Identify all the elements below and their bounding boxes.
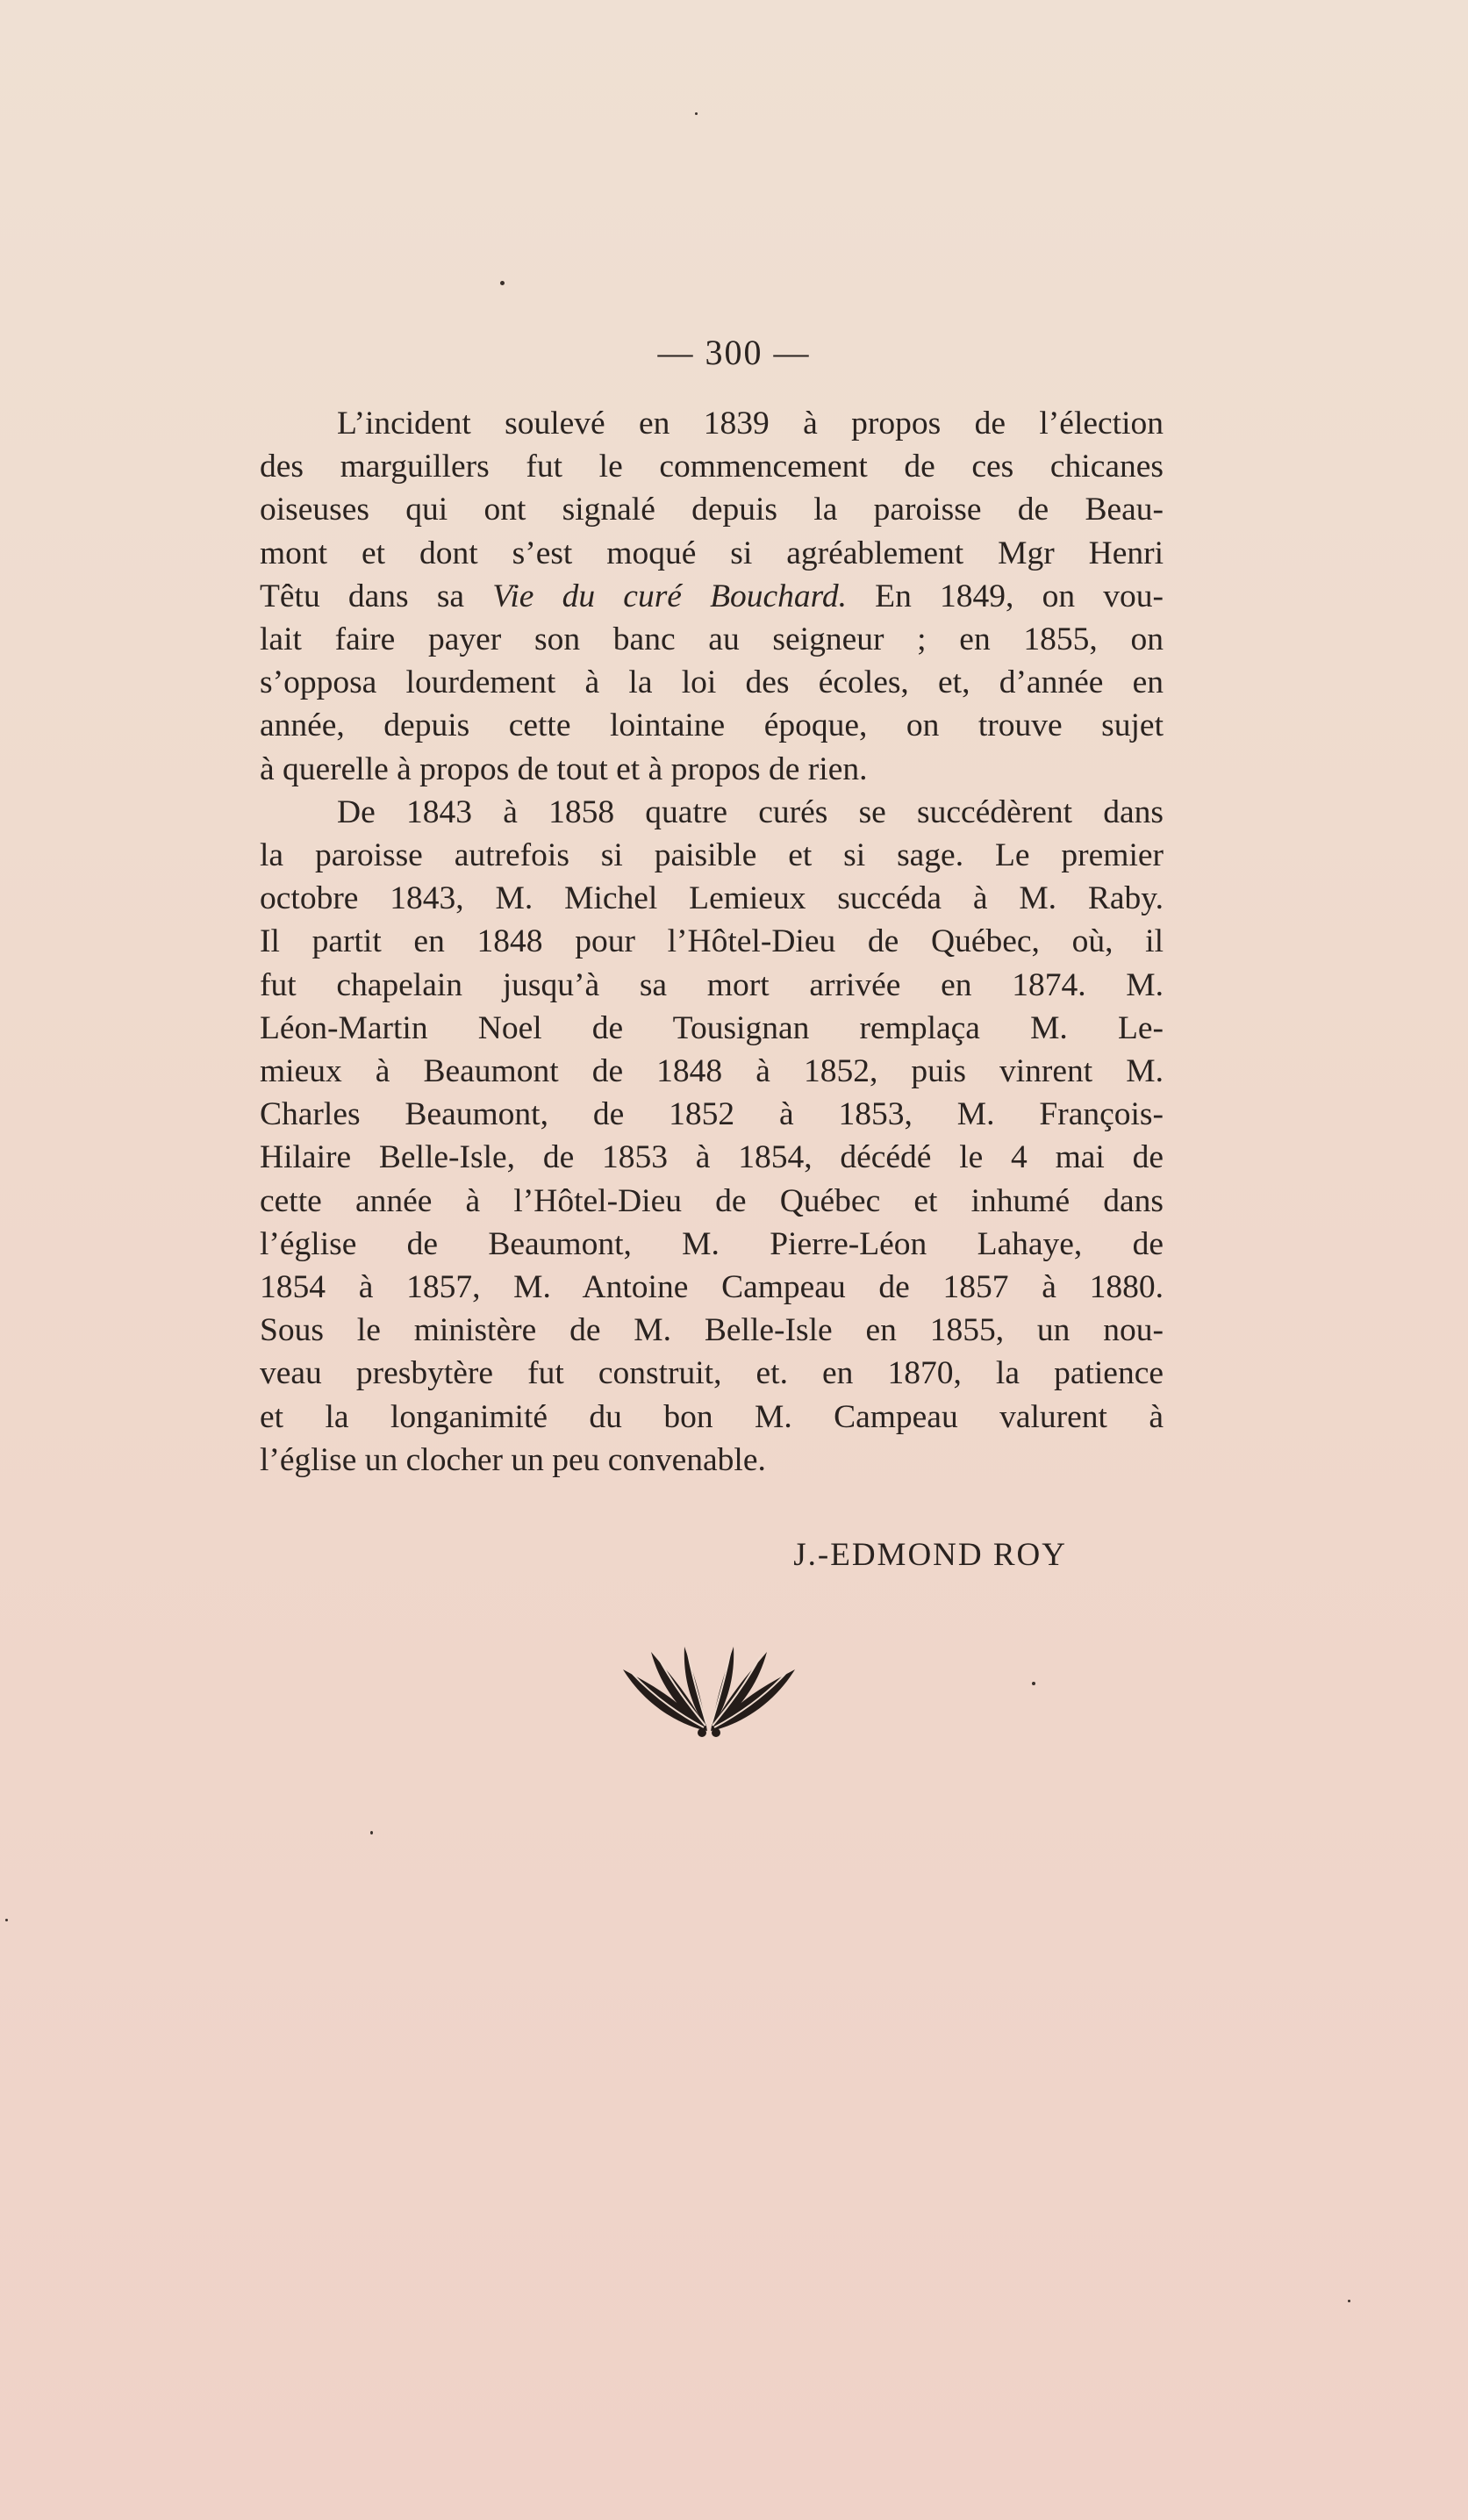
paper-speck: [370, 1831, 373, 1834]
leaf-ornament-icon: [619, 1645, 798, 1738]
page-number: — 300 —: [657, 333, 811, 372]
text-line: oiseuses qui ont signalé depuis la paroisse de Beau-: [260, 492, 1164, 528]
book-title: Vie du curé Bouchard.: [492, 578, 847, 614]
paper-speck: [500, 281, 505, 285]
paper-speck: [1032, 1682, 1035, 1685]
text-line: l’église de Beaumont, M. Pierre-Léon Lahaye, de: [260, 1225, 1164, 1262]
text-line: Il partit en 1848 pour l’Hôtel-Dieu de Québec, où, il: [260, 923, 1164, 960]
text-line: année, depuis cette lointaine époque, on trouve sujet: [260, 707, 1164, 744]
text-line: s’opposa lourdement à la loi des écoles, et, d’année en: [260, 664, 1164, 701]
text-line: Sous le ministère de M. Belle-Isle en 1855, un nou-: [260, 1312, 1164, 1349]
paper-speck: [695, 112, 698, 115]
text-line: et la longanimité du bon M. Campeau valurent à: [260, 1398, 1164, 1435]
text-fragment: Têtu dans sa: [260, 578, 493, 614]
text-line: lait faire payer son banc au seigneur ; en 1855, on: [260, 621, 1164, 658]
text-line: fut chapelain jusqu’à sa mort arrivée en 1874. M.: [260, 966, 1164, 1003]
paragraph-2: [260, 791, 1164, 1482]
text-line: la paroisse autrefois si paisible et si sage. Le premier: [260, 837, 1164, 874]
text-line: à querelle à propos de tout et à propos de rien.: [260, 750, 868, 787]
author-signature: J.-EDMOND ROY: [793, 1537, 1067, 1573]
text-line: Charles Beaumont, de 1852 à 1853, M. François-: [260, 1096, 1164, 1133]
text-line: mieux à Beaumont de 1848 à 1852, puis vinrent M.: [260, 1053, 1164, 1090]
body-text: [260, 402, 1164, 1482]
text-line: veau presbytère fut construit, et. en 1870, la patience: [260, 1355, 1164, 1392]
paper-speck: [5, 1919, 8, 1921]
paragraph-1: [260, 402, 1164, 791]
text-fragment: En 1849, on vou-: [847, 578, 1164, 614]
text-line: l’église un clocher un peu convenable.: [260, 1441, 766, 1478]
paper-speck: [1348, 2300, 1350, 2302]
text-line: L’incident soulevé en 1839 à propos de l’élection: [337, 406, 1164, 442]
text-line: cette année à l’Hôtel-Dieu de Québec et inhumé dans: [260, 1182, 1164, 1219]
text-line: des marguillers fut le commencement de ces chicanes: [260, 449, 1164, 485]
text-line: Léon-Martin Noel de Tousignan remplaça M. Le-: [260, 1009, 1164, 1046]
text-line: [260, 575, 1164, 618]
text-line: mont et dont s’est moqué si agréablement Mgr Henri: [260, 535, 1164, 571]
text-line: 1854 à 1857, M. Antoine Campeau de 1857 à 1880.: [260, 1269, 1164, 1306]
text-line: octobre 1843, M. Michel Lemieux succéda à M. Raby.: [260, 880, 1164, 917]
text-line: Hilaire Belle-Isle, de 1853 à 1854, décédé le 4 mai de: [260, 1139, 1164, 1176]
text-line: De 1843 à 1858 quatre curés se succédèrent dans: [337, 793, 1164, 830]
